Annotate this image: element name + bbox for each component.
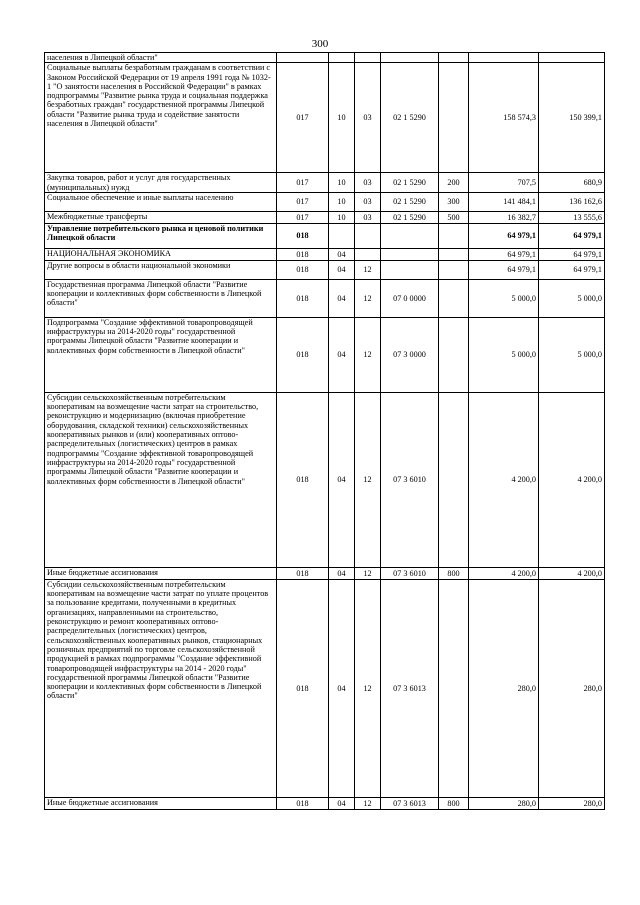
cell-expense-type xyxy=(439,260,469,279)
cell-ministry-code: 018 xyxy=(277,317,329,392)
cell-sum-year-2: 150 399,1 xyxy=(539,63,605,173)
cell-name: Субсидии сельскохозяйственным потребительским кооперативам на возмещение части затрат на строительство, реконструкцию и модернизацию (включая приобретение оборудования, складской техники) сельскохозяйственных кооперативных рынков и (или) кооперативных оптово-распределительных (логистических) центров в рамках подпрограммы "Создание эффективной товаропроводящей инфраструктуры на 2014-2020 годы" государственной программы Липецкой области "Развитие кооперации и коллективных форм собственности в Липецкой области" xyxy=(45,392,277,567)
cell-target-article: 07 3 6010 xyxy=(381,392,439,567)
cell-expense-type: 200 xyxy=(439,173,469,193)
table-row xyxy=(45,279,605,317)
cell-section: 04 xyxy=(329,392,355,567)
cell-expense-type xyxy=(439,579,469,797)
cell-expense-type: 300 xyxy=(439,192,469,211)
cell-ministry-code: 018 xyxy=(277,223,329,248)
cell-subsection xyxy=(355,53,381,63)
cell-name: Субсидии сельскохозяйственным потребительским кооперативам на возмещение части затрат по уплате процентов за пользование кредитами, полученными в кредитных организациях, направленными на строительство, реконструкцию и ремонт кооперативных оптово-распределительных (логистических) центров, сельскохозяйственных кооперативных рынков, стационарных розничных предприятий по торговле сельскохозяйственной продукцией в рамках подпрограммы "Создание эффективной товаропроводящей инфраструктуры на 2014 - 2020 годы" государственной программы Липецкой области "Развитие кооперации и коллективных форм собственности в Липецкой области" xyxy=(45,579,277,797)
cell-sum-year-1: 4 200,0 xyxy=(469,567,539,579)
cell-subsection: 03 xyxy=(355,63,381,173)
cell-sum-year-1: 4 200,0 xyxy=(469,392,539,567)
cell-expense-type xyxy=(439,317,469,392)
table-row xyxy=(45,223,605,248)
cell-subsection: 03 xyxy=(355,211,381,223)
cell-sum-year-1 xyxy=(469,53,539,63)
table-row xyxy=(45,173,605,193)
cell-section: 10 xyxy=(329,211,355,223)
cell-expense-type xyxy=(439,248,469,260)
cell-subsection: 12 xyxy=(355,260,381,279)
cell-expense-type: 800 xyxy=(439,567,469,579)
table-row xyxy=(45,579,605,797)
table-body xyxy=(45,53,605,810)
cell-name: Другие вопросы в области национальной экономики xyxy=(45,260,277,279)
cell-sum-year-1: 5 000,0 xyxy=(469,317,539,392)
cell-section: 04 xyxy=(329,567,355,579)
cell-expense-type xyxy=(439,53,469,63)
cell-subsection: 12 xyxy=(355,392,381,567)
cell-sum-year-1: 16 382,7 xyxy=(469,211,539,223)
cell-subsection: 12 xyxy=(355,317,381,392)
cell-expense-type xyxy=(439,279,469,317)
cell-sum-year-1: 707,5 xyxy=(469,173,539,193)
cell-ministry-code: 017 xyxy=(277,63,329,173)
cell-section: 04 xyxy=(329,579,355,797)
cell-sum-year-2: 13 555,6 xyxy=(539,211,605,223)
table-row xyxy=(45,392,605,567)
cell-target-article xyxy=(381,53,439,63)
cell-ministry-code: 017 xyxy=(277,211,329,223)
cell-target-article: 07 3 0000 xyxy=(381,317,439,392)
cell-sum-year-2: 4 200,0 xyxy=(539,567,605,579)
cell-section: 04 xyxy=(329,797,355,809)
cell-target-article: 07 3 6010 xyxy=(381,567,439,579)
cell-target-article: 02 1 5290 xyxy=(381,192,439,211)
cell-sum-year-2: 280,0 xyxy=(539,579,605,797)
cell-ministry-code xyxy=(277,53,329,63)
cell-sum-year-2: 5 000,0 xyxy=(539,317,605,392)
cell-section: 04 xyxy=(329,260,355,279)
cell-expense-type xyxy=(439,223,469,248)
cell-section xyxy=(329,53,355,63)
table-row xyxy=(45,192,605,211)
cell-target-article: 07 0 0000 xyxy=(381,279,439,317)
cell-ministry-code: 018 xyxy=(277,392,329,567)
cell-name: населения в Липецкой области" xyxy=(45,53,277,63)
cell-target-article: 07 3 6013 xyxy=(381,797,439,809)
cell-sum-year-2: 64 979,1 xyxy=(539,248,605,260)
cell-target-article xyxy=(381,260,439,279)
cell-target-article: 02 1 5290 xyxy=(381,173,439,193)
cell-ministry-code: 018 xyxy=(277,260,329,279)
cell-section: 04 xyxy=(329,248,355,260)
cell-ministry-code: 018 xyxy=(277,579,329,797)
table-row xyxy=(45,53,605,63)
table-row xyxy=(45,567,605,579)
cell-name: Управление потребительского рынка и ценовой политики Липецкой области xyxy=(45,223,277,248)
page-number: 300 xyxy=(311,38,329,50)
cell-sum-year-2: 5 000,0 xyxy=(539,279,605,317)
cell-name: Социальные выплаты безработным гражданам в соответствии с Законом Российской Федерации от 19 апреля 1991 года № 1032-1 "О занятости населения в Российской Федерации" в рамках подпрограммы "Развитие рынка труда и социальная поддержка безработных граждан" государственной программы Липецкой области "Развитие рынка труда и содействие занятости населения в Липецкой области" xyxy=(45,63,277,173)
table-row xyxy=(45,797,605,809)
cell-ministry-code: 017 xyxy=(277,173,329,193)
cell-name: Социальное обеспечение и иные выплаты населению xyxy=(45,192,277,211)
cell-subsection: 12 xyxy=(355,579,381,797)
cell-name: Государственная программа Липецкой области "Развитие кооперации и коллективных форм собственности в Липецкой области" xyxy=(45,279,277,317)
cell-name: Закупка товаров, работ и услуг для государственных (муниципальных) нужд xyxy=(45,173,277,193)
cell-subsection: 12 xyxy=(355,279,381,317)
cell-expense-type xyxy=(439,392,469,567)
cell-section: 04 xyxy=(329,317,355,392)
cell-sum-year-1: 64 979,1 xyxy=(469,260,539,279)
cell-ministry-code: 018 xyxy=(277,797,329,809)
cell-sum-year-2: 280,0 xyxy=(539,797,605,809)
cell-sum-year-2 xyxy=(539,53,605,63)
cell-target-article xyxy=(381,223,439,248)
cell-sum-year-1: 5 000,0 xyxy=(469,279,539,317)
cell-section: 10 xyxy=(329,192,355,211)
cell-subsection xyxy=(355,223,381,248)
budget-table xyxy=(44,52,605,810)
cell-expense-type: 800 xyxy=(439,797,469,809)
cell-sum-year-1: 141 484,1 xyxy=(469,192,539,211)
cell-sum-year-1: 280,0 xyxy=(469,579,539,797)
cell-sum-year-1: 158 574,3 xyxy=(469,63,539,173)
cell-section: 10 xyxy=(329,173,355,193)
cell-sum-year-2: 4 200,0 xyxy=(539,392,605,567)
cell-subsection: 03 xyxy=(355,173,381,193)
cell-sum-year-1: 280,0 xyxy=(469,797,539,809)
cell-subsection: 03 xyxy=(355,192,381,211)
cell-subsection: 12 xyxy=(355,567,381,579)
table-row xyxy=(45,317,605,392)
cell-section xyxy=(329,223,355,248)
cell-sum-year-1: 64 979,1 xyxy=(469,223,539,248)
cell-target-article xyxy=(381,248,439,260)
cell-section: 04 xyxy=(329,279,355,317)
cell-name: Иные бюджетные ассигнования xyxy=(45,567,277,579)
table-row xyxy=(45,260,605,279)
cell-name: Подпрограмма "Создание эффективной товаропроводящей инфраструктуры на 2014-2020 годы" государственной программы Липецкой области "Развитие кооперации и коллективных форм собственности в Липецкой области" xyxy=(45,317,277,392)
cell-expense-type xyxy=(439,63,469,173)
cell-target-article: 07 3 6013 xyxy=(381,579,439,797)
table-row xyxy=(45,211,605,223)
cell-target-article: 02 1 5290 xyxy=(381,63,439,173)
cell-name: Иные бюджетные ассигнования xyxy=(45,797,277,809)
cell-ministry-code: 018 xyxy=(277,248,329,260)
cell-section: 10 xyxy=(329,63,355,173)
table-row xyxy=(45,63,605,173)
table-row xyxy=(45,248,605,260)
cell-sum-year-2: 136 162,6 xyxy=(539,192,605,211)
cell-ministry-code: 018 xyxy=(277,567,329,579)
cell-name: Межбюджетные трансферты xyxy=(45,211,277,223)
cell-sum-year-2: 64 979,1 xyxy=(539,223,605,248)
cell-target-article: 02 1 5290 xyxy=(381,211,439,223)
cell-subsection xyxy=(355,248,381,260)
cell-expense-type: 500 xyxy=(439,211,469,223)
cell-ministry-code: 018 xyxy=(277,279,329,317)
cell-sum-year-2: 64 979,1 xyxy=(539,260,605,279)
cell-name: НАЦИОНАЛЬНАЯ ЭКОНОМИКА xyxy=(45,248,277,260)
cell-ministry-code: 017 xyxy=(277,192,329,211)
cell-subsection: 12 xyxy=(355,797,381,809)
cell-sum-year-2: 680,9 xyxy=(539,173,605,193)
cell-sum-year-1: 64 979,1 xyxy=(469,248,539,260)
